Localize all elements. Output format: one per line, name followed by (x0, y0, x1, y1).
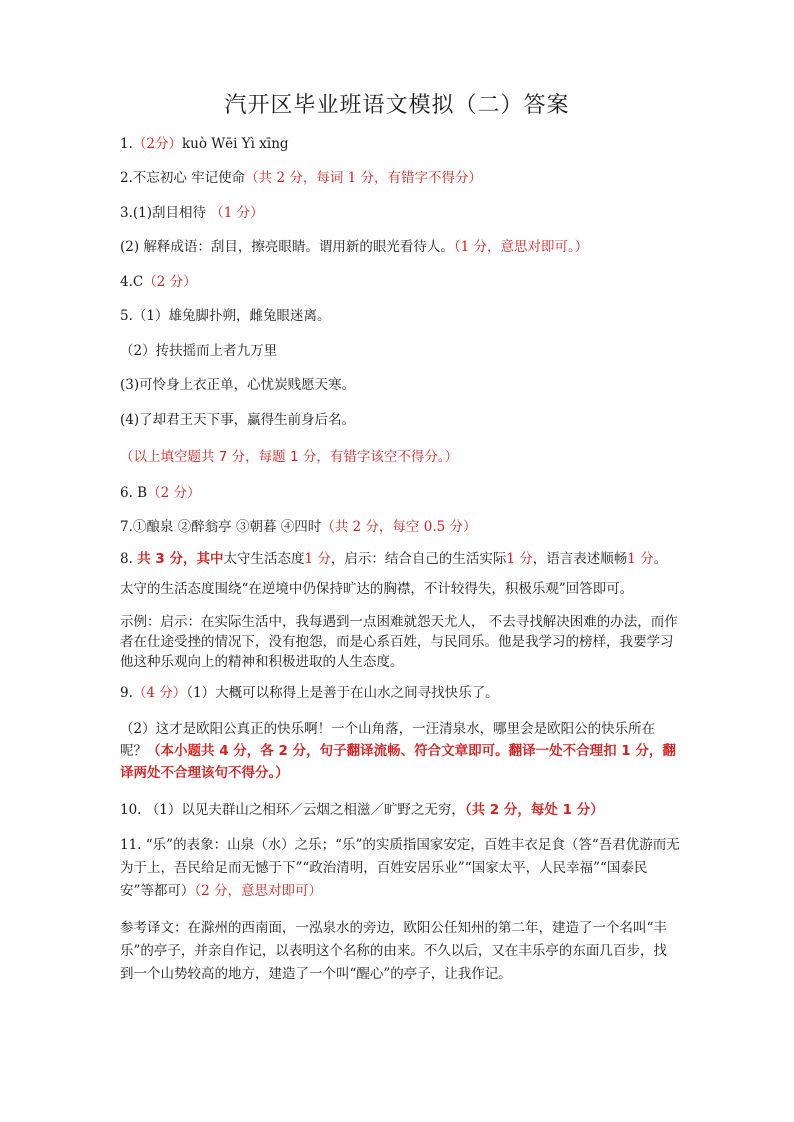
answer-8-number: 8. (120, 551, 138, 567)
answer-8-score3: 1 分 (627, 551, 654, 567)
answer-3-1-text: 3.(1)刮目相待 (120, 205, 211, 221)
answer-8-total: 共 3 分，其中 (137, 551, 224, 567)
answer-9-2-text: （2）这才是欧阳公真正的快乐啊！一个山角落，一汪清泉水，哪里会是欧阳公的快乐所在呢？ (120, 721, 656, 759)
answer-8-score1: 1 分 (304, 551, 331, 567)
answer-5-1: 5.（1）雄兔脚扑朔，雌兔眼迷离。 (120, 308, 331, 324)
answer-8-part1: 太守生活态度 (223, 551, 305, 567)
answer-5-3: (3)可怜身上衣正单，心忧炭贱愿天寒。 (120, 377, 356, 393)
answer-9-1 (120, 683, 499, 703)
answer-3-1-note: （1 分） (210, 205, 264, 221)
answer-2-text: 2.不忘初心 牢记使命 (120, 170, 246, 186)
answer-4-text: 4.C (120, 274, 144, 290)
reference-translation: 参考译文：在滁州的西南面，一泓泉水的旁边，欧阳公任知州的第二年，建造了一个名叫“丰乐”的亭子，并亲自作记，以表明这个名称的由来。不久以后，又在丰乐亭的东面几百步，找到一个山势较高的地方，建造了一个叫“醒心”的亭子，让我作记。 (120, 920, 667, 982)
answer-11-note: （2 分，意思对即可） (194, 883, 323, 899)
answer-11 (120, 834, 680, 903)
answer-1 (120, 134, 289, 154)
answer-7 (120, 517, 477, 537)
answer-9-number: 9. (120, 685, 133, 701)
answer-7-note: （共 2 分，每空 0.5 分） (321, 519, 477, 535)
answer-11-text: 11. “乐”的表象：山泉（水）之乐；“乐”的实质指国家安定，百姓丰衣足食（答“吾君优游而无为于上，吾民给足而无憾于下”“政治清明，百姓安居乐业”“国家太平，人民幸福”“国泰民安”等都可） (120, 837, 680, 899)
answer-9-note: （本小题共 4 分，各 2 分，句子翻译流畅、符合文章即可。翻译一处不合理扣 1 分，翻译两处不合理该句不得分。） (120, 743, 676, 781)
answer-4-note: （2 分） (143, 274, 197, 290)
answer-6-note: （2 分） (147, 485, 201, 501)
answer-6 (120, 483, 200, 503)
answer-8-score2: 1 分 (506, 551, 533, 567)
answer-9-score: （4 分） (132, 685, 187, 701)
answer-8-example: 示例：启示：在实际生活中，我每遇到一点困难就怨天尤人， 不去寻找解决困难的办法，而作者在仕途受挫的情况下，没有抱怨，而是心系百姓，与民同乐。他是我学习的榜样，我要学习他这种乐观向上的精神和积极进取的人生态度。 (120, 614, 678, 670)
answer-9-1-text: （1）大概可以称得上是善于在山水之间寻找快乐了。 (186, 685, 499, 701)
answer-4 (120, 272, 197, 292)
answer-3-2-text: (2) 解释成语：刮目，擦亮眼睛。谓用新的眼光看待人。 (120, 239, 454, 255)
answer-3-2 (120, 237, 588, 257)
answer-8-criteria: 太守的生活态度围绕“在逆境中仍保持旷达的胸襟，不计较得失，积极乐观”回答即可。 (120, 581, 634, 597)
answer-3-2-note: （1 分，意思对即可。） (453, 239, 589, 255)
answer-8-part3: ，语言表述顺畅 (532, 551, 628, 567)
answer-8-part4: 。 (653, 551, 668, 567)
answer-10-note: （共 2 分，每处 1 分） (464, 802, 604, 818)
answer-8-part2: ，启示：结合自己的生活实际 (330, 551, 507, 567)
answer-1-score: （2分） (132, 136, 182, 152)
answer-2-note: （共 2 分，每词 1 分，有错字不得分） (245, 170, 483, 186)
answer-10-text: 10. （1）以见夫群山之相环／云烟之相滋／旷野之无穷， (120, 802, 465, 818)
answer-5-4: (4)了却君王天下事，赢得生前身后名。 (120, 412, 356, 428)
answer-6-text: 6. B (120, 485, 148, 501)
page-title: 汽开区毕业班语文模拟（二）答案 (224, 93, 570, 118)
answer-3-1 (120, 203, 264, 223)
answer-5-note: （以上填空题共 7 分，每题 1 分，有错字该空不得分。） (120, 449, 459, 465)
answer-5-2: （2）抟扶摇而上者九万里 (120, 343, 278, 359)
answer-8-header (120, 549, 667, 569)
answer-10 (120, 800, 604, 820)
answer-9-2 (120, 718, 680, 784)
answer-1-text: kuò Wēi Yì xīng (181, 136, 289, 152)
answer-7-text: 7.①酿泉 ②醉翁亭 ③朝暮 ④四时 (120, 519, 322, 535)
answer-1-number: 1. (120, 136, 133, 152)
answer-2 (120, 168, 482, 188)
